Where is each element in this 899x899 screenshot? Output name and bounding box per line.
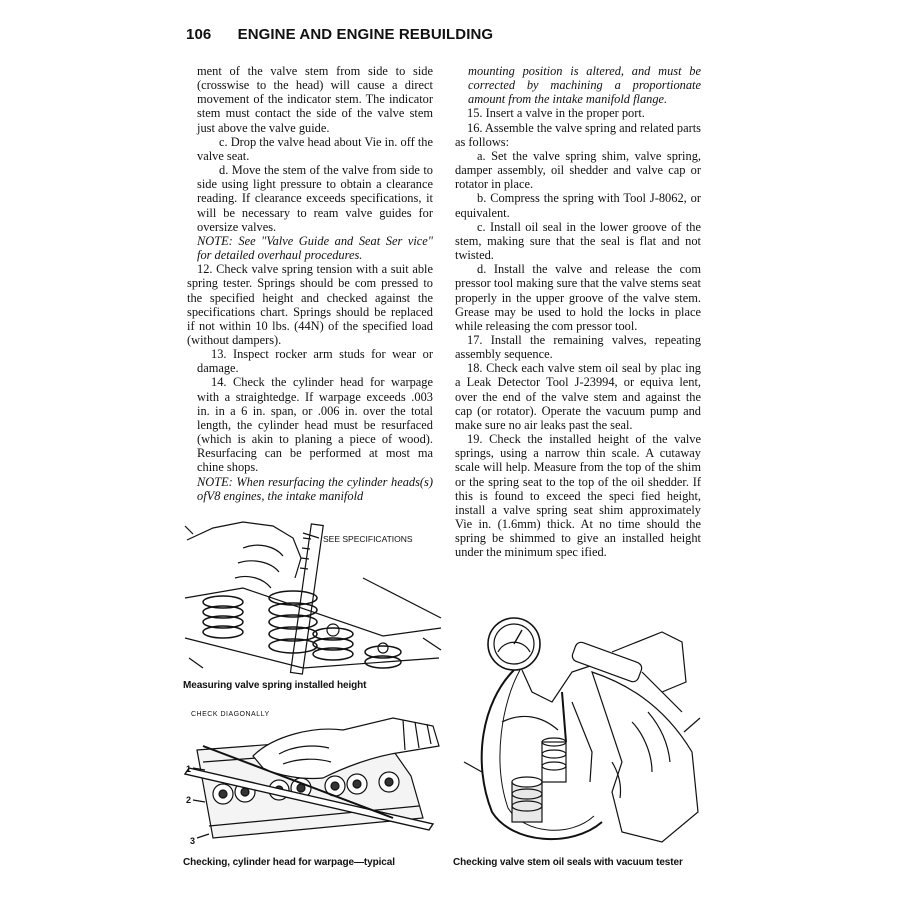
figure-label-see-specifications: SEE SPECIFICATIONS [323, 534, 413, 544]
marker-1: 1 [186, 764, 192, 774]
marker-2: 2 [186, 795, 192, 805]
paragraph: d. Move the stem of the valve from side to side using light pressure to obtain a clearance reading. If clearance exceeds specifications, it will be necessary to ream valve guides for oversize valves. [197, 163, 433, 234]
marker-3: 3 [190, 836, 196, 846]
paragraph: 14. Check the cylinder head for warpage with a straightedge. If warpage exceeds .003 in. in a 6 in. span, or .006 in. over the total length, the cylinder head must be resurfaced (which is akin to planing a piece of wood). Resurfacing can be performed at most ma chine shops. [197, 375, 433, 475]
paragraph: 18. Check each valve stem oil seal by plac ing a Leak Detector Tool J-23994, or equiva lent, over the end of the valve stem and against the cap (or rotator). Operate the vacuum pump and make sure no air leaks past the seal. [455, 361, 701, 432]
paragraph: c. Install oil seal in the lower groove of the stem, making sure that the seal is flat and not twisted. [455, 219, 701, 263]
figure-label-check-diagonally: CHECK DIAGONALLY [191, 711, 270, 718]
page-title: ENGINE AND ENGINE REBUILDING [237, 26, 494, 43]
paragraph: d. Install the valve and release the com pressor tool making sure that the valve stems seat properly in the upper groove of the valve stem. Grease may be used to hold the locks in place while releasing the com pressor tool. [455, 262, 701, 333]
caption-valve-spring-height: Measuring valve spring installed height [183, 680, 367, 691]
warpage-illustration [183, 706, 443, 854]
note: NOTE: When resurfacing the cylinder heads(s) ofV8 engines, the intake manifold [197, 474, 433, 503]
paragraph: 17. Install the remaining valves, repeating assembly sequence. [455, 332, 701, 362]
paragraph: a. Set the valve spring shim, valve spring, damper assembly, oil shedder and valve cap or rotator in place. [455, 148, 701, 192]
caption-vacuum-tester: Checking valve stem oil seals with vacuum tester [453, 857, 683, 868]
figure-vacuum-tester [462, 612, 702, 852]
vacuum-tester-illustration [462, 612, 702, 852]
figure-cylinder-head-warpage [183, 706, 443, 854]
paragraph: b. Compress the spring with Tool J-8062, or equivalent. [455, 191, 701, 220]
note-continued: mounting position is altered, and must be corrected by machining a proportionate amount from the intake manifold flange. [468, 64, 701, 107]
paragraph: 19. Check the installed height of the valve springs, using a narrow thin scale. A cutaway scale will help. Measure from the top of the shim or the spring seat to the top of the oil shedder. If this is found to exceed the speci fied height, install a valve spring seat shim approximately Vie in. (1.6mm) thick. At no time should the spring be shimmed to give an installed height under the minimum spec ified. [455, 432, 701, 560]
paragraph: 13. Inspect rocker arm studs for wear or damage. [197, 347, 433, 376]
paragraph: 16. Assemble the valve spring and related parts as follows: [455, 120, 701, 149]
page-number: 106 [186, 26, 212, 43]
page-header [186, 26, 493, 43]
paragraph: 12. Check valve spring tension with a suit able spring tester. Springs should be com pressed to the specified height and checked against the specifications chart. Springs should be replaced if not within 10 lbs. (44N) of the specified load (without dampers). [187, 262, 433, 347]
right-text-column [455, 64, 701, 559]
caption-cylinder-head-warpage: Checking, cylinder head for warpage—typical [183, 857, 395, 868]
note: NOTE: See "Valve Guide and Seat Ser vice" for detailed overhaul procedures. [197, 233, 433, 263]
valve-spring-illustration [183, 518, 443, 678]
paragraph: ment of the valve stem from side to side (crosswise to the head) will cause a direct movement of the indicator stem. The indicator stem must contact the side of the valve stem just above the valve guide. [197, 64, 433, 135]
paragraph: c. Drop the valve head about Vie in. off the valve seat. [197, 134, 433, 163]
left-text-column [187, 64, 433, 503]
figure-valve-spring-height [183, 518, 443, 678]
paragraph: 15. Insert a valve in the proper port. [467, 106, 645, 121]
